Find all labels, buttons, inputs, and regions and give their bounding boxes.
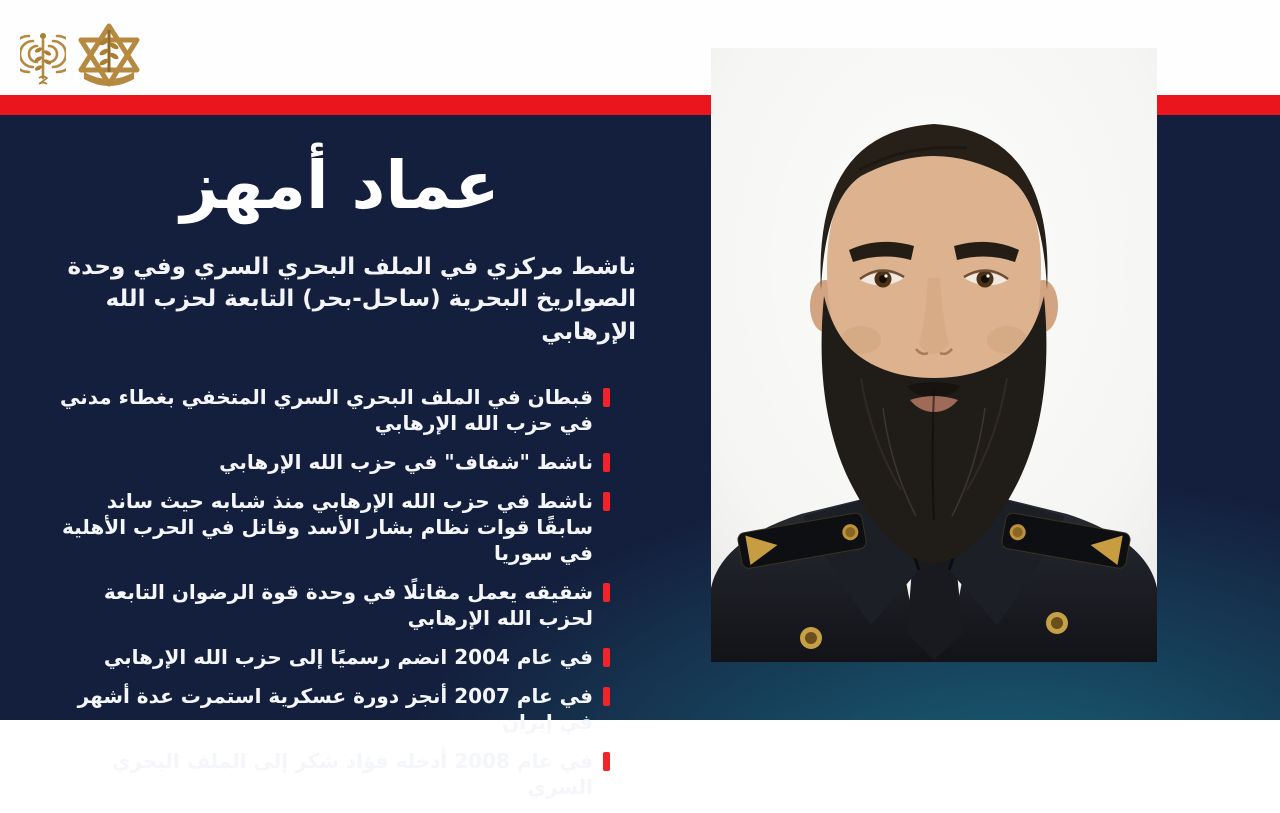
portrait-photo xyxy=(711,48,1157,662)
list-item xyxy=(44,579,610,631)
bullet-text: في عام 2007 أنجز دورة عسكرية استمرت عدة أشهر في إيران xyxy=(77,683,593,734)
subtitle-line-1: ناشط مركزي في الملف البحري السري وفي وحدة xyxy=(67,254,636,281)
red-bullet-icon xyxy=(603,583,610,602)
red-bullet-icon xyxy=(603,687,610,706)
red-bullet-icon xyxy=(603,453,610,472)
bullet-text: ناشط "شفاف" في حزب الله الإرهابي xyxy=(219,449,593,474)
idf-spokesperson-antenna-icon xyxy=(20,22,66,90)
idf-emblem-icon xyxy=(76,22,142,90)
bullet-text: شقيقه يعمل مقاتلًا في وحدة قوة الرضوان التابعة لحزب الله الإرهابي xyxy=(103,579,593,630)
profile-bullet-list xyxy=(44,384,610,800)
person-name: عماد أمهز xyxy=(180,147,500,224)
list-item xyxy=(44,384,610,436)
person-role-subtitle xyxy=(44,251,636,348)
red-bullet-icon xyxy=(603,388,610,407)
list-item xyxy=(44,748,610,800)
list-item xyxy=(44,644,610,670)
bearded-man-portrait-illustration xyxy=(711,48,1157,662)
header-logos xyxy=(20,22,142,90)
red-bullet-icon xyxy=(603,492,610,511)
red-bullet-icon xyxy=(603,752,610,771)
list-item xyxy=(44,488,610,566)
bullet-text: ناشط في حزب الله الإرهابي منذ شبابه حيث ساند سابقًا قوات نظام بشار الأسد وقاتل في الحرب الأهلية في سوريا xyxy=(61,488,593,565)
bullet-text: في عام 2004 انضم رسميًا إلى حزب الله الإرهابي xyxy=(103,644,593,669)
list-item xyxy=(44,449,610,475)
bullet-text: قبطان في الملف البحري السري المتخفي بغطاء مدني في حزب الله الإرهابي xyxy=(59,384,593,435)
red-bullet-icon xyxy=(603,648,610,667)
profile-text-block xyxy=(44,146,636,813)
list-item xyxy=(44,683,610,735)
bullet-text: في عام 2008 أدخله فؤاد شكر إلى الملف البحري السري xyxy=(112,748,593,799)
subtitle-line-2: الصواريخ البحرية (ساحل-بحر) التابعة لحزب الله الإرهابي xyxy=(105,286,636,345)
